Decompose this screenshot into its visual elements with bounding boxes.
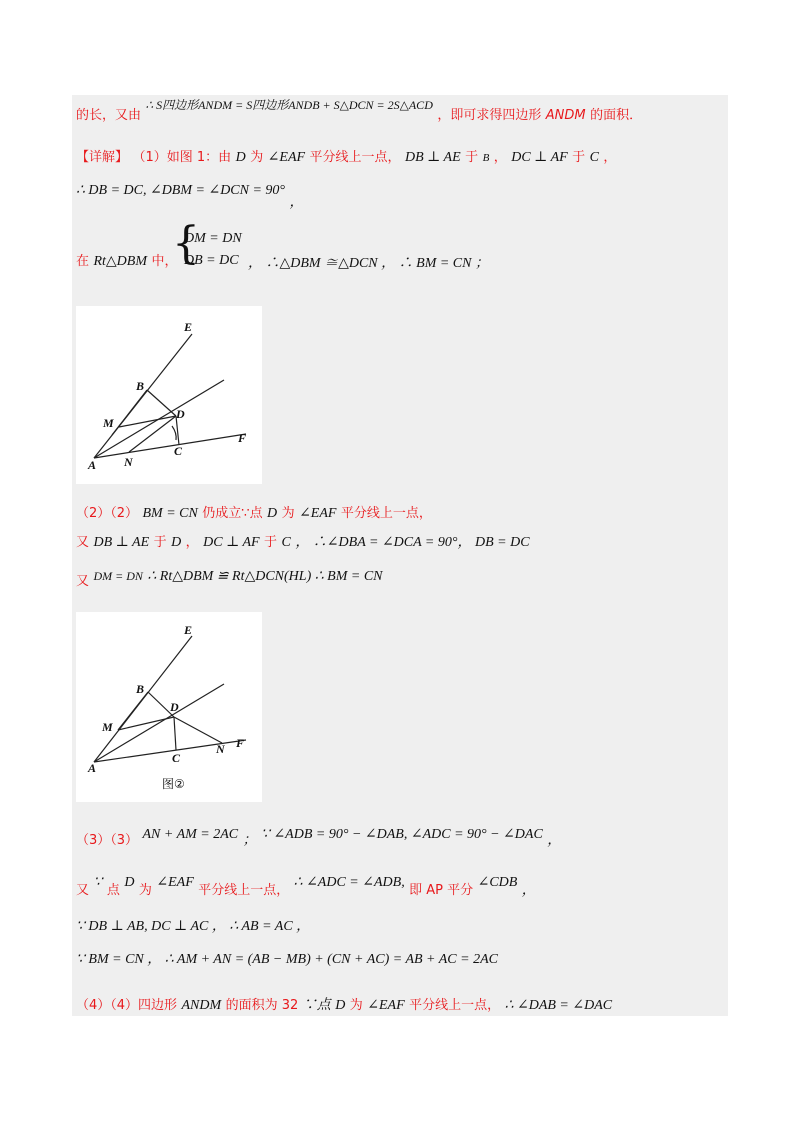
area-equation: ∴ S四边形ANDM = S四边形ANDB + S△DCN = 2S△ACD bbox=[145, 98, 433, 112]
math: BM = CN bbox=[142, 506, 198, 521]
figure-2-caption: 图② bbox=[162, 777, 185, 791]
math: DM = DN bbox=[184, 231, 242, 246]
text: 中， bbox=[151, 254, 178, 269]
label-f: F bbox=[238, 431, 247, 445]
text: 在 bbox=[76, 254, 90, 269]
label-f: F bbox=[236, 736, 245, 750]
angle: ∠EAF bbox=[156, 875, 194, 890]
math: DB ⊥ AE bbox=[93, 535, 150, 550]
system-eq-2 bbox=[184, 251, 239, 270]
point-label: D bbox=[235, 150, 246, 165]
text: 平分线上一点， bbox=[409, 998, 501, 1013]
text: 为 bbox=[281, 506, 295, 521]
part2-line-1 bbox=[76, 504, 432, 523]
label-a: A bbox=[88, 458, 97, 472]
detail-line-3 bbox=[76, 252, 177, 271]
math: ∵ BM = CN ， ∴ AM + AN = (AB − MB) + (CN + AC) = AB + AC = 2AC bbox=[76, 952, 498, 967]
math: DM = DN bbox=[93, 569, 143, 583]
part3-line-1 bbox=[76, 825, 562, 848]
label-m: M bbox=[103, 416, 114, 430]
math: ∵点 bbox=[302, 998, 331, 1013]
text: 为 bbox=[250, 150, 264, 165]
point-label: C bbox=[281, 535, 291, 550]
point-label: C bbox=[589, 150, 599, 165]
text: ， bbox=[493, 150, 507, 165]
detail-tag: 【详解】 bbox=[76, 150, 129, 165]
label-a: A bbox=[88, 761, 97, 775]
part3-line-4 bbox=[76, 950, 498, 969]
math: DC ⊥ AF bbox=[203, 535, 260, 550]
angle: ∠EAF bbox=[299, 506, 337, 521]
figure-2-svg bbox=[76, 612, 262, 802]
text: ， bbox=[289, 195, 304, 210]
math: ， ∴△DBM ≅△DCN ， ∴ BM = CN ； bbox=[248, 256, 489, 271]
label-d: D bbox=[170, 700, 179, 714]
detail-line-3-tail bbox=[248, 254, 489, 273]
text: 于 bbox=[465, 150, 479, 165]
math: AN + AM = 2AC bbox=[142, 827, 239, 842]
label-b: B bbox=[136, 682, 145, 696]
text: 又 bbox=[76, 883, 90, 898]
text: 为 bbox=[138, 883, 152, 898]
math: ∴ Rt△DBM ≌ Rt△DCN(HL) ∴ BM = CN bbox=[147, 569, 383, 584]
label-e: E bbox=[184, 623, 193, 637]
figure-2 bbox=[76, 612, 262, 802]
seg-dn bbox=[174, 717, 222, 743]
text: ， bbox=[521, 883, 536, 898]
intro-line bbox=[76, 98, 643, 125]
detail-line-1 bbox=[76, 148, 616, 167]
angle: ∠EAF bbox=[367, 998, 405, 1013]
text: 又 bbox=[76, 574, 90, 589]
part4-line-1 bbox=[76, 996, 612, 1015]
bisector bbox=[94, 684, 224, 762]
right-angle-arc bbox=[172, 426, 176, 440]
text: 即 AP 平分 bbox=[409, 883, 474, 898]
text: 于 bbox=[264, 535, 278, 550]
part3-line-2 bbox=[76, 873, 536, 898]
part3-line-3 bbox=[76, 917, 310, 936]
seg-bd bbox=[147, 390, 176, 416]
label-d: D bbox=[176, 407, 185, 421]
text: 的长，又由 bbox=[76, 108, 142, 123]
text: （3）（3） bbox=[76, 833, 139, 848]
label-b: B bbox=[136, 379, 145, 393]
label-c: C bbox=[174, 444, 183, 458]
math: DB ⊥ AE bbox=[404, 150, 461, 165]
point-label: D bbox=[124, 875, 135, 890]
math: ∵ ∠ADB = 90° − ∠DAB, ∠ADC = 90° − ∠DAC bbox=[261, 827, 543, 842]
math: ∴ ∠DAB = ∠DAC bbox=[504, 998, 613, 1013]
text: ，即可求得四边形 bbox=[437, 108, 542, 123]
math: ANDM bbox=[181, 998, 222, 1013]
text: ， bbox=[547, 833, 562, 848]
math: ∴ ∠ADC = ∠ADB, bbox=[293, 875, 405, 890]
ray-af bbox=[94, 434, 246, 458]
text: 平分线上一点， bbox=[198, 883, 290, 898]
text: ANDM bbox=[545, 108, 586, 123]
text: （2）（2） bbox=[76, 506, 139, 521]
part2-line-3 bbox=[76, 567, 383, 589]
label-c: C bbox=[172, 751, 181, 765]
point-label: B bbox=[482, 152, 490, 164]
figure-1-svg bbox=[76, 306, 262, 484]
math: ∵ DB ⊥ AB, DC ⊥ AC ， ∴ AB = AC ， bbox=[76, 919, 311, 934]
part2-line-2 bbox=[76, 533, 530, 552]
text: 于 bbox=[572, 150, 586, 165]
figure-1 bbox=[76, 306, 262, 484]
text: ， bbox=[185, 535, 199, 550]
point-label: D bbox=[335, 998, 346, 1013]
text: 仍成立∵点 bbox=[202, 506, 263, 521]
angle: ∠EAF bbox=[267, 150, 306, 165]
text: 的面积为 32 bbox=[225, 998, 299, 1013]
angle: ∠CDB bbox=[477, 875, 518, 890]
math: ∵ bbox=[93, 875, 103, 890]
text: 为 bbox=[349, 998, 363, 1013]
math: DC ⊥ AF bbox=[511, 150, 568, 165]
label-m: M bbox=[102, 720, 113, 734]
system-eq-1 bbox=[184, 229, 242, 248]
brace: { bbox=[172, 218, 200, 269]
text: 平分线上一点， bbox=[309, 150, 401, 165]
text: ， bbox=[603, 150, 617, 165]
label-n: N bbox=[216, 742, 225, 756]
math: ∴ DB = DC, ∠DBM = ∠DCN = 90° bbox=[76, 183, 286, 198]
text: 点 bbox=[106, 883, 120, 898]
text: （4）（4）四边形 bbox=[76, 998, 178, 1013]
seg-dc bbox=[174, 717, 176, 750]
text: 又 bbox=[76, 535, 90, 550]
math: Rt△DBM bbox=[93, 254, 148, 269]
seg-mb bbox=[112, 390, 147, 435]
point-label: D bbox=[171, 535, 182, 550]
label-e: E bbox=[184, 320, 193, 334]
detail-line-2 bbox=[76, 181, 304, 210]
math: DB = DC bbox=[184, 253, 239, 268]
text: （1）如图 1：由 bbox=[132, 150, 232, 165]
text: 的面积． bbox=[590, 108, 643, 123]
math: ， ∴∠DBA = ∠DCA = 90°， DB = DC bbox=[295, 535, 530, 550]
text: ； bbox=[242, 833, 257, 848]
point-label: D bbox=[267, 506, 278, 521]
label-n: N bbox=[124, 455, 133, 469]
text: 于 bbox=[153, 535, 167, 550]
text: 平分线上一点， bbox=[340, 506, 432, 521]
